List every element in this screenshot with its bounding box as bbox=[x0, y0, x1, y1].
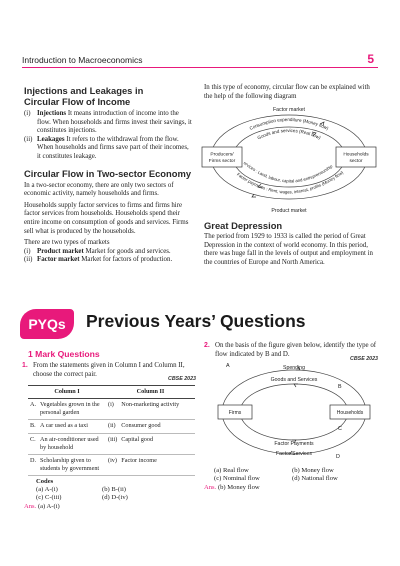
table-row: B. A car used as a taxi (ii) Consumer good bbox=[28, 419, 195, 433]
option: (a) A-(i) bbox=[36, 486, 58, 494]
product-market-label: Product market bbox=[271, 208, 307, 214]
answer: Ans. (a) A-(i) bbox=[24, 502, 60, 510]
diagram-intro: In this type of economy, circular flow can be explained with the help of the following diagram bbox=[204, 84, 370, 100]
option: (a) Real flow bbox=[214, 467, 249, 474]
option: (b) Money flow bbox=[292, 467, 334, 474]
page-number: 5 bbox=[367, 52, 374, 66]
paragraph: Households supply factor services to firms and firms hire factor services from households. Households spend their entire income on consumption of goods and services. Firms sell what is produced by the households. bbox=[24, 201, 189, 235]
match-table bbox=[28, 385, 195, 476]
great-depression-block bbox=[204, 220, 376, 267]
table-row: C. An air-conditioner used by household (iii) Capital good bbox=[28, 433, 195, 454]
mark-label: 1 Mark Questions bbox=[28, 349, 100, 359]
column-header: Column II bbox=[106, 386, 195, 399]
paragraph: In a two-sector economy, there are only two sectors of economic activity, namely households and firms. bbox=[24, 181, 174, 198]
table-header-row bbox=[28, 386, 195, 399]
list-item: (ii) Factor market Market for factors of production. bbox=[24, 256, 173, 264]
goods-label: Goods and Services bbox=[270, 377, 318, 383]
producers-label-1: Producers/ bbox=[210, 152, 234, 158]
circular-flow-diagram bbox=[200, 104, 378, 216]
header-rule bbox=[22, 67, 378, 68]
factor-payments-label: Factor Payments bbox=[274, 441, 314, 447]
question-1 bbox=[22, 362, 196, 511]
spending-label: Spending bbox=[283, 365, 305, 371]
term: Injections bbox=[37, 110, 67, 117]
pyq-title: Previous Years’ Questions bbox=[86, 311, 306, 331]
heading-injections-leakages: Injections and Leakages in Circular Flow of Income bbox=[24, 85, 144, 107]
term: Leakages bbox=[37, 135, 65, 143]
label-c: C bbox=[338, 426, 342, 432]
producers-label-2: Firms sector bbox=[208, 159, 236, 164]
households-label-1: Households bbox=[343, 152, 369, 158]
list-item: (i) Product market Market for goods and services. bbox=[24, 247, 171, 255]
heading-two-sector: Circular Flow in Two-sector Economy bbox=[24, 167, 192, 179]
option: (c) C-(iii) bbox=[36, 494, 62, 502]
factor-payments-label: Factor payments : Rent, wages, interest, profits (Money flow) bbox=[235, 169, 345, 195]
right-column bbox=[204, 84, 376, 101]
pyq-banner bbox=[20, 307, 380, 343]
q2-options bbox=[214, 467, 374, 483]
arrow-head bbox=[294, 384, 298, 387]
codes-block: Codes (a) A-(i) (b) B-(ii) (c) C-(iii) (d) D-(iv) bbox=[36, 477, 128, 502]
factor-market-label: Factor market bbox=[273, 107, 305, 113]
label-d: D bbox=[336, 454, 340, 460]
factor-services-label: ervices : Land, labour, capital and entrepreneurship bbox=[242, 160, 334, 184]
table-row: D. Scholarship given to students by government (iv) Factor income bbox=[28, 454, 195, 475]
list-item: (ii) Leakages It refers to the withdrawal from the flow. When households and firms save part of their incomes, it constitutes leakage. bbox=[24, 135, 189, 160]
paragraph: The period from 1929 to 1933 is called the period of Great Depression in the context of world economy. In this period, there was huge fall in the levels of output and employment in the countries of Europe and North America. bbox=[204, 233, 373, 266]
left-column bbox=[24, 85, 194, 265]
label-b: B bbox=[338, 384, 342, 390]
question-text: 2. On the basis of the figure given below, identify the type of flow indicated by B and D. bbox=[204, 342, 377, 358]
households-label: Households bbox=[336, 410, 364, 416]
option: (d) D-(iv) bbox=[102, 494, 128, 502]
section-title: Introduction to Macroeconomics bbox=[22, 55, 143, 65]
heading-great-depression: Great Depression bbox=[204, 220, 283, 231]
inner-loop bbox=[233, 127, 345, 187]
households-label-2: sector bbox=[349, 159, 363, 164]
term: Factor market bbox=[37, 256, 80, 264]
factor-services-label: Factor Services bbox=[275, 451, 313, 457]
cbse-tag: CBSE 2023 bbox=[168, 376, 196, 383]
option: (d) National flow bbox=[292, 475, 338, 483]
consumption-label: Consumption expenditure (Money flow) bbox=[248, 116, 330, 131]
option: (b) B-(ii) bbox=[102, 486, 126, 494]
option: (c) Nominal flow bbox=[214, 475, 260, 483]
cbse-tag: CBSE 2023 bbox=[350, 356, 378, 363]
column-header: Column I bbox=[28, 386, 106, 399]
firms-label: Firms bbox=[228, 410, 242, 416]
table-row: A. Vegetables grown in the personal garden (i) Non-marketing activity bbox=[28, 398, 195, 419]
paragraph: There are two types of markets bbox=[24, 239, 110, 247]
label-a: A bbox=[226, 363, 230, 369]
term: Product market bbox=[37, 247, 84, 255]
question-text: 1. From the statements given in Column I and Column II, choose the correct pair. bbox=[22, 362, 185, 378]
list-item: (i) Injections It means introduction of income into the flow. When households and firms invest their savings, it constitutes injections. bbox=[24, 110, 192, 135]
pyq-badge: PYQs bbox=[20, 309, 74, 339]
answer: Ans. (b) Money flow bbox=[204, 484, 260, 491]
goods-label: Goods and services (Real flow) bbox=[256, 127, 322, 141]
flow-diagram-q2 bbox=[212, 360, 376, 464]
page-header bbox=[0, 0, 400, 64]
